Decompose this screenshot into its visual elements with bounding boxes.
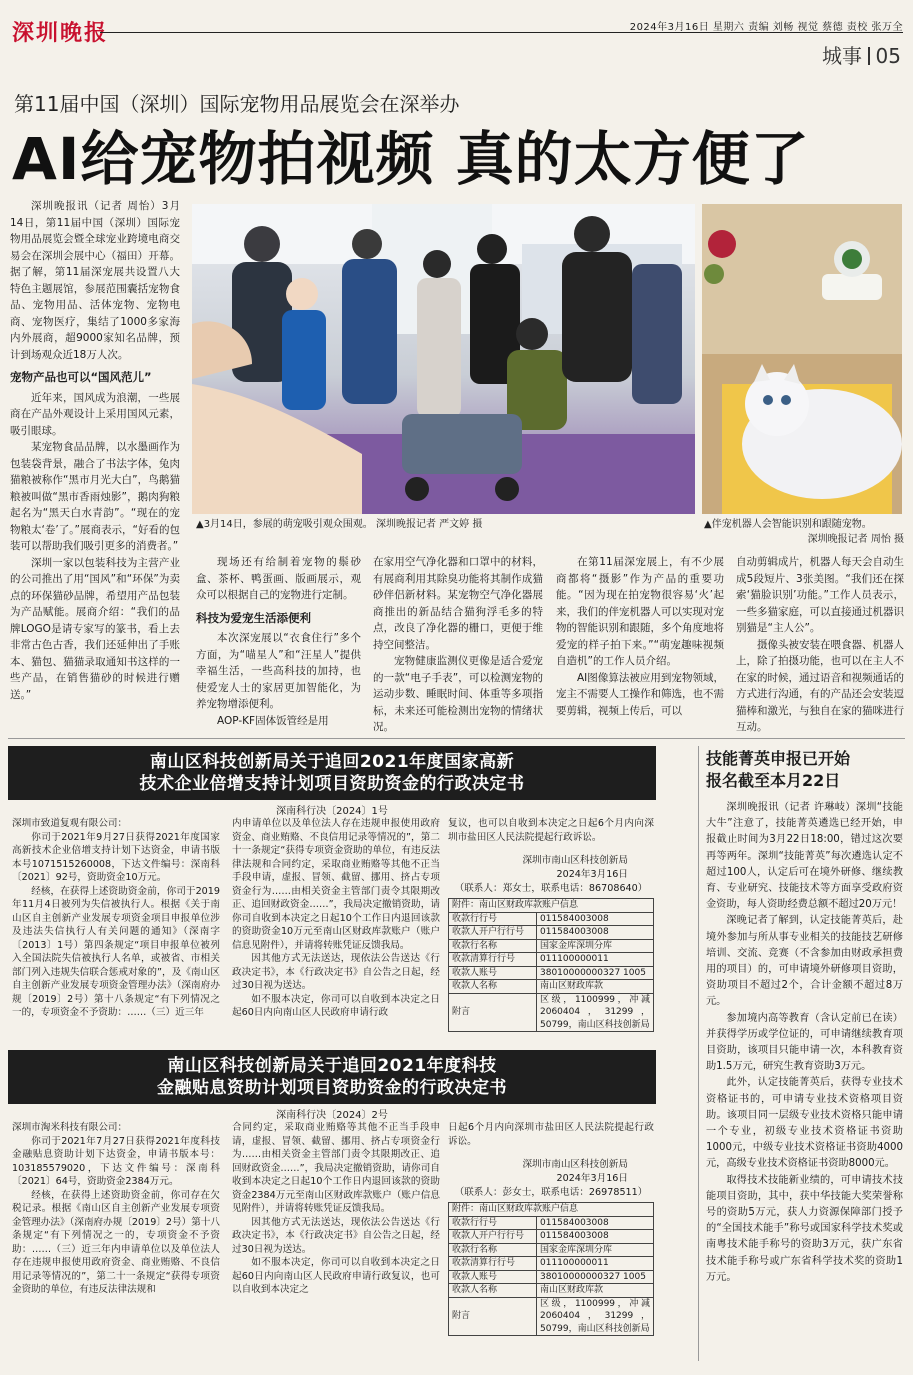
paragraph: 在家用空气净化器和口罩中的材料，有展商利用其除臭功能将其制作成猫砂伴侣新材料。某宠物空气净化器展商推出的新品结合猫狗浮毛多的特点，改良了净化器的栅口，更便于维持空间整洁。 (373, 556, 543, 651)
table-cell-key: 收款人开户行行号 (449, 926, 537, 940)
table-cell-key: 收款行名称 (449, 939, 537, 953)
paragraph: 深圳一家以包装科技为主营产业的公司推出了用“国风”和“环保”为卖点的环保猫砂品牌，希望用产品包装为产品赋能。展商介绍：“我们的品牌LOGO是请专家写的篆书，看上去非常古色古香，我们还延伸出了手账本、猫包、猫猫录取通知书这样的一些产品，在销售猫砂的时候进行赠送。” (10, 556, 180, 701)
side-caption-credit: 深圳晚报记者 周怡 摄 (807, 534, 904, 545)
paragraph: 深晚记者了解到，认定技能菁英后，赴境外参加与所从事专业相关的技能技艺研修培训、交流、竞赛（不含参加由财政承担费用的项目）的，可申请境外研修项目资助，资助项目不超过2个，合计金额不超过8万元。 (706, 915, 903, 1008)
table-cell-value: 011584003008 (537, 1216, 654, 1230)
header-rule (100, 32, 903, 33)
table-cell-key: 收款行行号 (449, 912, 537, 926)
notice-2 (8, 1050, 656, 1375)
paragraph: 现场还有给制着宠物的鬃砂盒、茶杯、鸭蛋画、版画展示，观众可以根据自己的宠物进行定制。 (196, 556, 361, 601)
section-divider-line (8, 738, 905, 739)
page-header (0, 0, 913, 70)
notice-2-sign-date: 2024年3月16日 (556, 1173, 628, 1184)
table-cell-key: 收款行名称 (449, 1243, 537, 1257)
paragraph: 你司于2021年7月27日获得2021年度科技金融贴息资助计划下达资金，申请书版本号：103185579020，下达文件编号：深南科〔2021〕64号，资助资金2384万元。 (12, 1135, 220, 1187)
paragraph: 经核，在获得上述资助资金前，你司存在欠税记录。根据《南山区自主创新产业发展专项资金管理办法》（深南府办规〔2019〕2号）第十八条规定“有下列情况之一的，专项资金不予资助：……（三）近三年内申请单位以及单位法人存在违规申报使用政府资金、商业贿赂、不良信用记录等情况的”，第二十一条规定“获得专项资金资助的单位，有违反法律法规和 (12, 1189, 220, 1295)
table-cell-key: 收款人名称 (449, 980, 537, 994)
table-cell-key: 收款人账号 (449, 1270, 537, 1284)
paragraph: 经核，在获得上述资助资金前，你司于2019年11月4日被列为失信被执行人。根据《关于南山区自主创新产业发展专项资金项目申报单位涉及违法失信执行人有关问题的通知》（深南字〔2013〕1号）第四条规定“项目申报单位被列入全国法院失信被执行人名单，或被省、市相关部门列入违规失信联合惩戒对象的”，及《南山区自主创新产业发展专项资金管理办法》（深南府办规〔2019〕2号）第十八条规定“有下列情况之一的，专项资金不予资助：……（三）近三年 (12, 885, 220, 1018)
paragraph: 如不服本决定，你司可以自收到本决定之日起60日内向南山区人民政府申请行政复议，也可以自收到本决定之 (232, 1257, 440, 1295)
table-cell-value: 011584003008 (537, 1230, 654, 1244)
notice-1-signature (448, 854, 654, 882)
attachment-title: 南山区财政库款账户信息 (479, 899, 579, 910)
paragraph: 在第11届深宠展上，有不少展商都将“摄影”作为产品的重要功能。“因为现在拍宠物很容易‘火’起来，我们的伴宠机器人可以实现对宠物的智能识别和跟随，多个角度地将爱宠的样子拍下来。”“萌宠趣味视频自造机”的工作人员介绍。 (556, 556, 724, 667)
paragraph: 摄像头被安装在喂食器、机器人上，除了拍摄功能，也可以在主人不在家的时候，通过语音和视频通话的方式进行沟通，有的产品还会安装逗猫棒和激光，与独自在家的猫咪进行互动。 (736, 638, 904, 733)
paragraph: 因其他方式无法送达，现依法公告送达《行政决定书》，本《行政决定书》自公告之日起，经过30日视为送达。 (232, 1216, 440, 1255)
table-cell-key: 收款人账号 (449, 966, 537, 980)
paragraph: AOP-KF固体饭管经是用 (217, 714, 329, 727)
paragraph: 如不服本决定，你司可以自收到本决定之日起60日内向南山区人民政府申请行政 (232, 993, 440, 1018)
paragraph: AI图像算法被应用到宠物领域，宠主不需要人工操作和筛选，也不需要剪辑，视频上传后，可以 (556, 671, 724, 717)
table-cell-value: 38010000000327 1005 (537, 1270, 654, 1284)
notice-2-col-1 (12, 1121, 220, 1297)
sidebar-title (706, 748, 903, 792)
side-caption-text: ▲伴宠机器人会智能识别和跟随宠物。 (704, 519, 872, 530)
table-row (449, 939, 654, 953)
table-row (449, 953, 654, 967)
notice-2-title-line-1: 南山区科技创新局关于追回2021年度科技 (167, 1056, 497, 1076)
notice-2-sign-org: 深圳市南山区科技创新局 (522, 1159, 628, 1170)
paragraph: 参加境内高等教育（含认定前已在读）并获得学历或学位证的，可申请继续教育项目资助，该项目只能申请一次，本科教育资助1.5万元，研究生教育资助3万元。 (706, 1012, 903, 1073)
table-cell-value: 南山区财政库款 (537, 980, 654, 994)
table-cell-value: 011584003008 (537, 912, 654, 926)
attachment-label: 附件： (452, 1203, 480, 1214)
paragraph: 复议，也可以自收到本决定之日起6个月内向深圳市盐田区人民法院提起行政诉讼。 (448, 818, 654, 843)
section-tag (822, 40, 901, 69)
article-col-3 (373, 554, 543, 736)
sidebar-title-line-1: 技能菁英申报已开始 (706, 749, 851, 768)
subheading-guofeng: 宠物产品也可以“国风范儿” (10, 370, 152, 384)
article-col-5 (736, 554, 904, 736)
table-cell-value: 区级，1100999，冲减2060404，31299，50799，南山区科技创新局 (537, 993, 654, 1032)
notice-2-col-3 (448, 1121, 654, 1336)
notice-1-addressee: 深圳市致道复观有限公司： (12, 818, 128, 829)
table-row (449, 966, 654, 980)
table-row (449, 1216, 654, 1230)
notice-1 (8, 746, 656, 1077)
table-cell-value: 011100000011 (537, 953, 654, 967)
paragraph: 合同约定，采取商业贿赂等其他不正当手段申请，虚报、冒领、截留、挪用、挤占专项资金行为……由相关资金主管部门责令其限期改正、追回财政资金……”，我局决定撤销资助，请你司自收到本决定之日起10个工作日内退回该款的资助资金2384万元至南山区财政库款账户（账户信息见附件），并请将转账凭证反馈我局。 (232, 1122, 440, 1214)
table-row (449, 1230, 654, 1244)
paragraph: 深圳晚报讯（记者 许琳岐）深圳“技能大牛”注意了，技能菁英遴选已经开始，申报截止时间为3月22日18:00，错过这次要再等两年。深圳“技能菁英”每次遴选认定不超过100人，认定后可在境外研修、继续教育、专业研究、技能技术等方面享受政府资金资助，每人资助经费总额不超过20万元！ (706, 802, 903, 911)
notice-2-signature (448, 1158, 654, 1186)
notice-2-title-line-2: 金融贴息资助计划项目资助资金的行政决定书 (157, 1078, 507, 1098)
table-row (449, 926, 654, 940)
article-col-1 (10, 198, 180, 703)
notice-2-attachment-header (448, 1202, 654, 1216)
notice-2-ref: 深南科行决〔2024〕2号 (276, 1110, 388, 1121)
notice-2-account-table (448, 1216, 654, 1337)
sidebar-title-line-2: 报名截至本月22日 (706, 771, 841, 790)
table-cell-key: 附言 (449, 993, 537, 1032)
table-cell-value: 国家金库深圳分库 (537, 939, 654, 953)
paragraph: 你司于2021年9月27日获得2021年度国家高新技术企业倍增支持计划下达资金，申请书版本号1071515260008，下达文件编号：深南科〔2021〕92号，资助资金10万元。 (12, 831, 220, 883)
table-row (449, 1257, 654, 1271)
notice-1-attachment-header (448, 898, 654, 912)
side-photo-pet-robot (702, 204, 902, 514)
article-col-4 (556, 554, 724, 719)
paragraph: 此外，认定技能菁英后，获得专业技术资格证书的，可申请专业技术资格项目资助。该项目同一层级专业技术资格只能申请一个专业，初级专业技术资格证书资助1000元，中级专业技术资格证书资助4000元，高级专业技术资格证书资助8000元。 (706, 1077, 903, 1170)
notice-1-title (8, 746, 656, 800)
paragraph: 自动剪辑成片，机器人每天会自动生成5段短片、3张美图。“我们还在探索‘猫脸识别’功能。”工作人员表示，一些多猫家庭，可以直接通过机器识别猫是“主人公”。 (736, 556, 904, 634)
notice-2-contact: （联系人：彭女士，联系电话：26978511） (454, 1187, 648, 1198)
notice-2-title (8, 1050, 656, 1104)
table-cell-key: 收款清算行行号 (449, 953, 537, 967)
notice-1-col-1 (12, 817, 220, 1020)
notice-1-body (8, 817, 656, 1077)
paragraph: 内申请单位以及单位法人存在违规申报使用政府资金、商业贿赂、不良信用记录等情况的”，第二十一条规定“获得专项资金资助的单位，有违反法律法规和合同约定，采取商业贿赂等其他不正当手段申请，虚报、冒领、截留、挪用、挤占专项资金行为……由相关资金主管部门责令其限期改正、追回财政资金……”，我局决定撤销资助，请你司自收到本决定之日起10个工作日内退回该款的资助资金10万元至南山区财政库款账户（账户信息见附件），并请将转账凭证反馈我局。 (232, 818, 440, 951)
notice-1-title-line-1: 南山区科技创新局关于追回2021年度国家高新 (149, 752, 515, 772)
subheading-tech: 科技为爱宠生活添便利 (196, 610, 311, 625)
side-photo-caption (704, 518, 904, 546)
table-row (449, 1284, 654, 1298)
table-row (449, 1297, 654, 1336)
article-headline: AI给宠物拍视频 真的太方便了 (12, 125, 810, 193)
sidebar-body (706, 800, 903, 1286)
attachment-title: 南山区财政库款账户信息 (479, 1203, 579, 1214)
table-cell-key: 收款人开户行行号 (449, 1230, 537, 1244)
table-cell-value: 国家金库深圳分库 (537, 1243, 654, 1257)
paragraph: 深圳晚报讯（记者 周怡）3月14日，第11届中国（深圳）国际宠物用品展览会暨全球宠业跨境电商交易会在深圳会展中心（福田）开幕。据了解，第11届深宠展共设置八大特色主题展馆，参展范围囊括宠物食品、宠物用品、活体宠物、宠物电商、宠物医疗，集结了1000多家海内外展商，超9000家知名品牌，预计到场观众近18万人次。 (10, 200, 180, 361)
table-row (449, 993, 654, 1032)
sidebar-article (706, 748, 903, 1286)
paragraph: 近年来，国风成为浪潮，一些展商在产品外观设计上采用国风元素，吸引眼球。 (10, 391, 180, 437)
paragraph: 取得技术技能新业绩的，可申请技术技能项目资助，其中，获中华技能大奖荣誉称号的资助5万元，获人力资源保障部门授予的“全国技术能手”称号或国家科学技术奖或南粤技术能手称号的资助3万元，获广东省技术能手称号或广东省科学技术奖的资助1万元。 (706, 1174, 903, 1283)
table-row (449, 1243, 654, 1257)
table-cell-key: 收款清算行行号 (449, 1257, 537, 1271)
notice-1-sign-org: 深圳市南山区科技创新局 (522, 855, 628, 866)
notice-1-sign-date: 2024年3月16日 (556, 869, 628, 880)
table-cell-value: 38010000000327 1005 (537, 966, 654, 980)
paragraph: 因其他方式无法送达，现依法公告送达《行政决定书》，本《行政决定书》自公告之日起，经过30日视为送达。 (232, 953, 440, 991)
notice-1-account-table (448, 912, 654, 1033)
notice-1-title-line-2: 技术企业倍增支持计划项目资助资金的行政决定书 (139, 774, 525, 794)
table-cell-key: 收款行行号 (449, 1216, 537, 1230)
notice-1-col-2 (232, 817, 440, 1020)
notice-1-col-3 (448, 817, 654, 1032)
section-divider (868, 47, 870, 65)
paragraph: 宠物健康监测仪更像是适合爱宠的一款“电子手表”，可以检测宠物的运动步数、睡眠时间、体重等多项指标，未来还可能检测出宠物的情绪状况。 (373, 655, 543, 733)
table-cell-value: 011100000011 (537, 1257, 654, 1271)
masthead-logo: 深圳晚报 (12, 20, 109, 46)
section-name: 城事 (822, 44, 863, 68)
table-cell-value: 区级，1100999，冲减2060404，31299，50799，南山区科技创新局 (537, 1297, 654, 1336)
notice-1-contact: （联系人：郑女士，联系电话：86708640） (454, 883, 648, 894)
paragraph: 某宠物食品品牌，以水墨画作为包装袋背景，融合了书法字体，兔肉猫粮被称作“黑市月光大白”，鸟鹅猫粮被叫做“黑市香雨烛影”，鹅肉狗粮起名为“黑天白水青韵”。“现在的宠物粮太‘卷’了。”展商表示，“好看的包装可以帮助我们吸引更多的消费者。” (10, 441, 180, 552)
notice-2-addressee: 深圳市淘米科技有限公司： (12, 1122, 128, 1133)
table-row (449, 1270, 654, 1284)
notice-1-ref: 深南科行决〔2024〕1号 (276, 806, 388, 817)
page-number: 05 (875, 44, 901, 68)
table-row (449, 912, 654, 926)
table-cell-key: 收款人名称 (449, 1284, 537, 1298)
attachment-label: 附件： (452, 899, 480, 910)
table-cell-key: 附言 (449, 1297, 537, 1336)
main-photo-caption: ▲3月14日，参展的萌宠吸引观众围观。 深圳晚报记者 严文婷 摄 (196, 519, 483, 530)
issue-info: 2024年3月16日 星期六 责编 刘畅 视觉 蔡德 责校 张万全 (629, 22, 903, 33)
notice-2-col-2 (232, 1121, 440, 1297)
main-photo-expo-crowd (192, 204, 695, 514)
paragraph: 本次深宠展以“衣食住行”多个方面，为“喵星人”和“汪星人”提供幸福生活，一些高科技的加持，也使爱宠人士的家居更加智能化，为养宠物增添便利。 (196, 632, 361, 710)
notice-2-body (8, 1121, 656, 1375)
article-kicker: 第11届中国（深圳）国际宠物用品展览会在深举办 (14, 92, 460, 116)
table-cell-value: 南山区财政库款 (537, 1284, 654, 1298)
article-col-2 (196, 554, 361, 729)
paragraph: 日起6个月内向深圳市盐田区人民法院提起行政诉讼。 (448, 1122, 654, 1147)
table-row (449, 980, 654, 994)
table-cell-value: 011584003008 (537, 926, 654, 940)
sidebar-divider-line (698, 746, 699, 1361)
expo-crowd-illustration (192, 204, 695, 514)
pet-robot-illustration (702, 204, 902, 514)
